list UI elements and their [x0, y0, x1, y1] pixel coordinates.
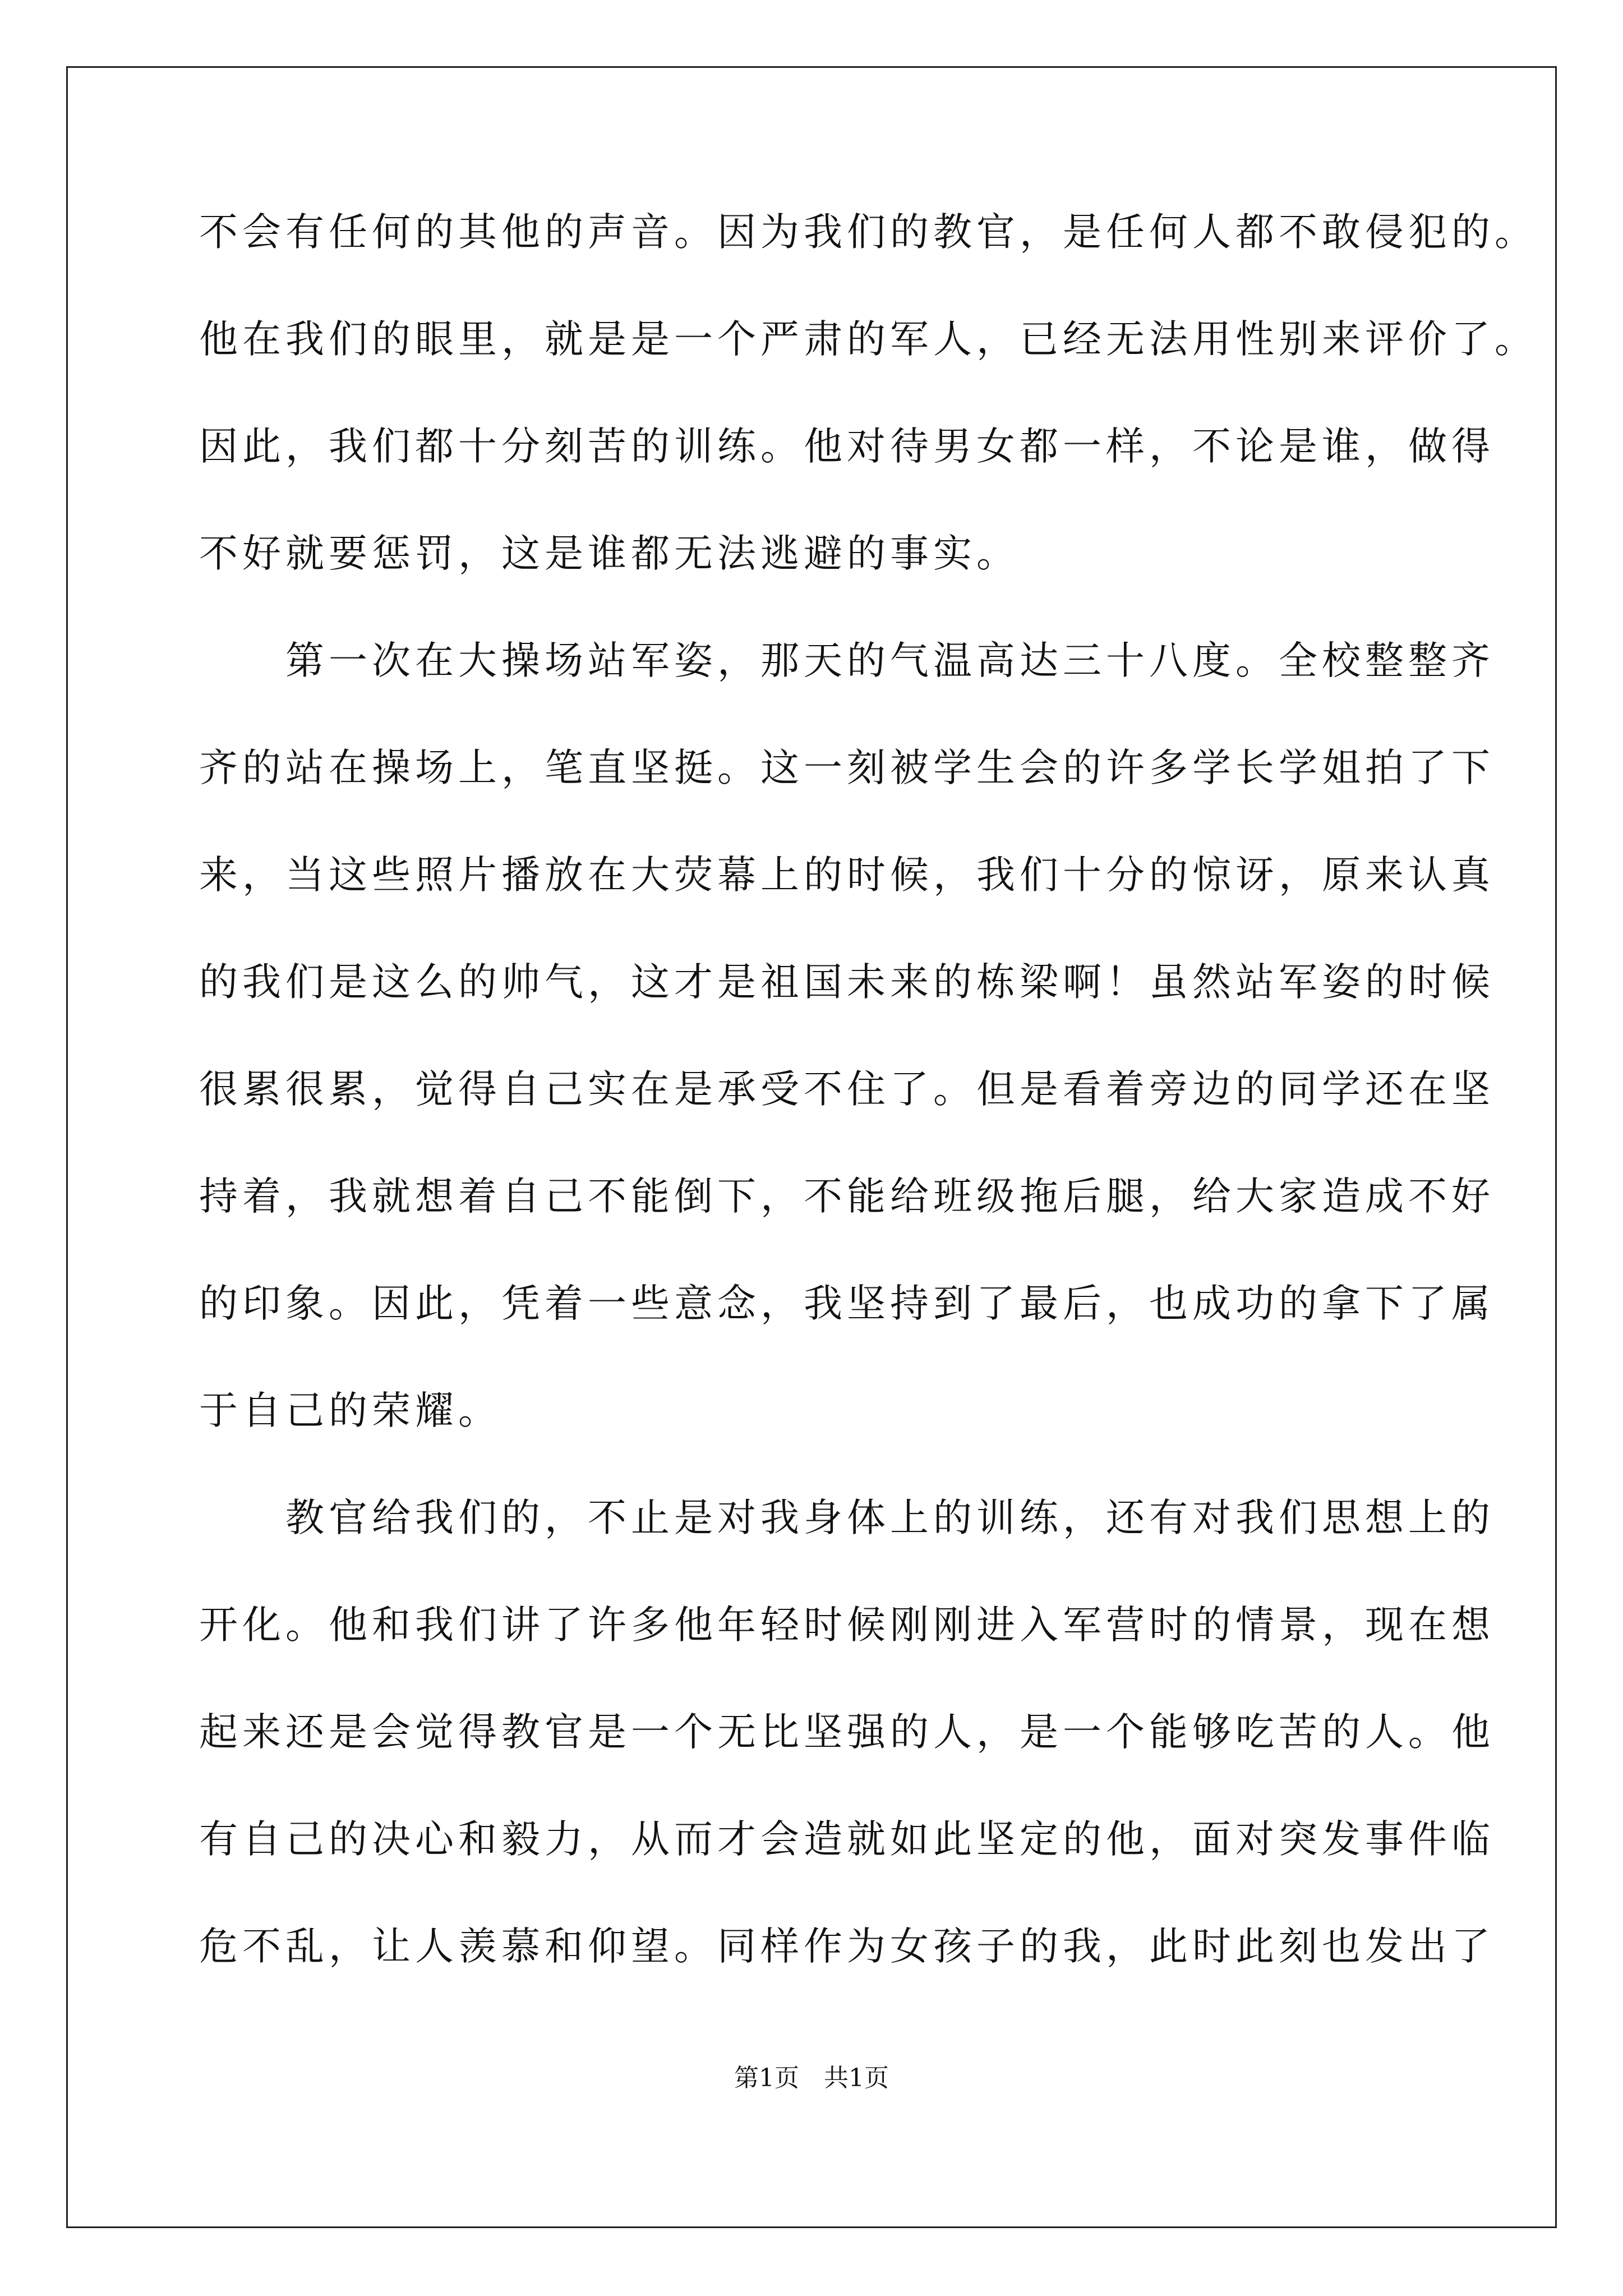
text-line: 持着，我就想着自己不能倒下，不能给班级拖后腿，给大家造成不好 — [199, 1174, 1495, 1219]
text-line: 因此，我们都十分刻苦的训练。他对待男女都一样，不论是谁，做得 — [199, 424, 1495, 469]
text-line: 来，当这些照片播放在大荧幕上的时候，我们十分的惊讶，原来认真 — [199, 853, 1495, 898]
text-line: 不会有任何的其他的声音。因为我们的教官，是任何人都不敢侵犯的。 — [199, 210, 1538, 255]
text-line: 开化。他和我们讲了许多他年轻时候刚刚进入军营时的情景，现在想 — [199, 1603, 1495, 1648]
document-body — [199, 196, 1538, 2018]
text-line: 他在我们的眼里，就是是一个严肃的军人，已经无法用性别来评价了。 — [199, 317, 1538, 362]
text-line: 有自己的决心和毅力，从而才会造就如此坚定的他，面对突发事件临 — [199, 1817, 1495, 1862]
paragraph-start-line: 教官给我们的，不止是对我身体上的训练，还有对我们思想上的 — [199, 1496, 1495, 1540]
paragraph-start-line: 第一次在大操场站军姿，那天的气温高达三十八度。全校整整齐 — [199, 638, 1495, 683]
text-line: 很累很累，觉得自己实在是承受不住了。但是看着旁边的同学还在坚 — [199, 1067, 1495, 1112]
text-line: 起来还是会觉得教官是一个无比坚强的人，是一个能够吃苦的人。他 — [199, 1710, 1495, 1755]
text-line: 不好就要惩罚，这是谁都无法逃避的事实。 — [199, 531, 1020, 576]
text-line: 齐的站在操场上，笔直坚挺。这一刻被学生会的许多学长学姐拍了下 — [199, 746, 1495, 790]
text-line: 的我们是这么的帅气，这才是祖国未来的栋梁啊！虽然站军姿的时候 — [199, 960, 1495, 1005]
text-line: 于自己的荣耀。 — [199, 1388, 501, 1433]
text-line: 的印象。因此，凭着一些意念，我坚持到了最后，也成功的拿下了属 — [199, 1281, 1495, 1326]
text-line: 危不乱，让人羡慕和仰望。同样作为女孩子的我，此时此刻也发出了 — [199, 1924, 1495, 1969]
page-number-footer: 第1页 共1页 — [734, 2064, 889, 2092]
